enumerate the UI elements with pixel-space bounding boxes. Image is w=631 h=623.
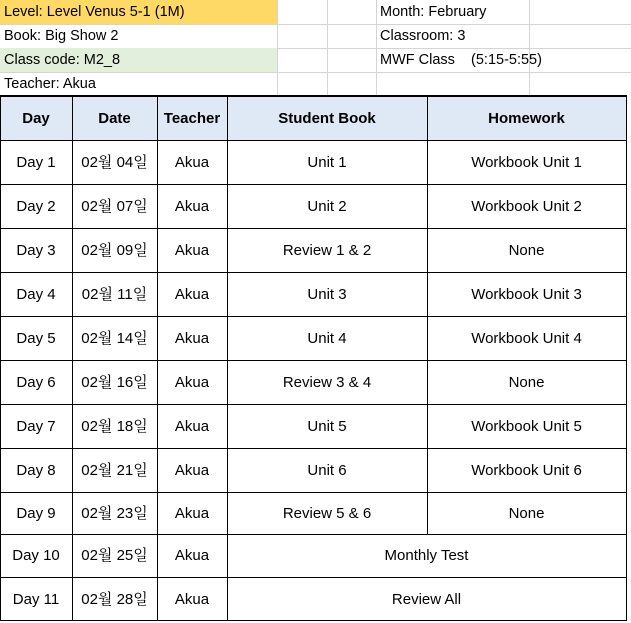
cell-teacher: Akua [174,329,210,347]
table-border [0,140,626,141]
cell-homework: Workbook Unit 1 [471,153,582,171]
cell-day: Day 5 [16,329,56,347]
cell-day: Day 4 [16,285,56,303]
table-border [0,534,626,535]
cell-day: Day 10 [12,547,60,564]
cell-homework: Workbook Unit 2 [471,197,582,215]
class-code-info: Class code: M2_8 [0,48,277,72]
cell-day: Day 11 [12,590,60,608]
cell-date: 02월 18일 [81,417,148,435]
cell-teacher: Akua [174,153,210,171]
cell-teacher: Akua [174,590,210,608]
table-border [427,96,428,534]
cell-homework: None [508,241,545,259]
cell-student-book: Unit 5 [307,417,347,435]
table-border [0,95,627,97]
table-border [0,96,1,621]
table-border [0,272,626,273]
cell-student-book: Unit 2 [307,197,347,215]
cell-date: 02월 23일 [81,504,148,522]
cell-date: 02월 21일 [81,461,148,479]
table-border [0,316,626,317]
cell-day: Day 7 [16,417,56,435]
cell-homework: Workbook Unit 6 [471,461,582,479]
table-border [157,96,158,621]
table-border [0,620,627,621]
cell-date: 02월 09일 [81,241,148,259]
cell-day: Day 9 [16,504,56,522]
cell-date: 02월 25일 [81,547,148,564]
table-border [0,360,626,361]
cell-homework: None [508,373,545,391]
cell-student-book: Unit 3 [307,285,347,303]
class-time-info: MWF Class (5:15-5:55) [380,51,542,68]
cell-homework: Workbook Unit 4 [471,329,582,347]
cell-date: 02월 11일 [81,285,148,303]
cell-homework: Workbook Unit 5 [471,417,582,435]
cell-day: Day 1 [16,153,56,171]
cell-merged-activity: Monthly Test [384,547,469,564]
cell-date: 02월 16일 [81,373,148,391]
header-homework: Homework [427,96,626,140]
cell-date: 02월 14일 [81,329,148,347]
book-info: Book: Big Show 2 [4,27,119,44]
header-teacher: Teacher [157,96,227,140]
cell-merged-activity: Review All [391,590,462,608]
cell-teacher: Akua [174,197,210,215]
classroom-info: Classroom: 3 [380,27,466,44]
table-border [0,228,626,229]
table-border [0,492,626,493]
cell-student-book: Unit 1 [307,153,347,171]
cell-teacher: Akua [174,504,210,522]
cell-day: Day 2 [16,197,56,215]
table-border [72,96,73,621]
cell-day: Day 6 [16,373,56,391]
cell-homework: None [508,504,545,522]
table-border [0,577,626,578]
month-info: Month: February [380,3,487,20]
cell-teacher: Akua [174,241,210,259]
header-date: Date [72,96,157,140]
cell-student-book: Unit 4 [307,329,347,347]
header-day: Day [0,96,72,140]
cell-date: 02월 07일 [81,197,148,215]
cell-student-book: Review 5 & 6 [282,504,372,522]
cell-date: 02월 04일 [81,153,148,171]
cell-teacher: Akua [174,547,210,564]
cell-day: Day 8 [16,461,56,479]
grid-line [327,0,328,96]
table-border [0,448,626,449]
cell-teacher: Akua [174,461,210,479]
cell-student-book: Review 1 & 2 [282,241,372,259]
header-student-book: Student Book [227,96,427,140]
cell-student-book: Unit 6 [307,461,347,479]
cell-teacher: Akua [174,285,210,303]
cell-teacher: Akua [174,373,210,391]
table-border [626,96,627,621]
table-border [0,184,626,185]
grid-line [277,0,278,96]
cell-day: Day 3 [16,241,56,259]
cell-date: 02월 28일 [81,590,148,608]
level-info: Level: Level Venus 5-1 (1M) [0,0,277,24]
table-border [0,404,626,405]
cell-student-book: Review 3 & 4 [282,373,372,391]
cell-homework: Workbook Unit 3 [471,285,582,303]
cell-teacher: Akua [174,417,210,435]
teacher-info: Teacher: Akua [4,75,96,92]
table-border [227,96,228,621]
